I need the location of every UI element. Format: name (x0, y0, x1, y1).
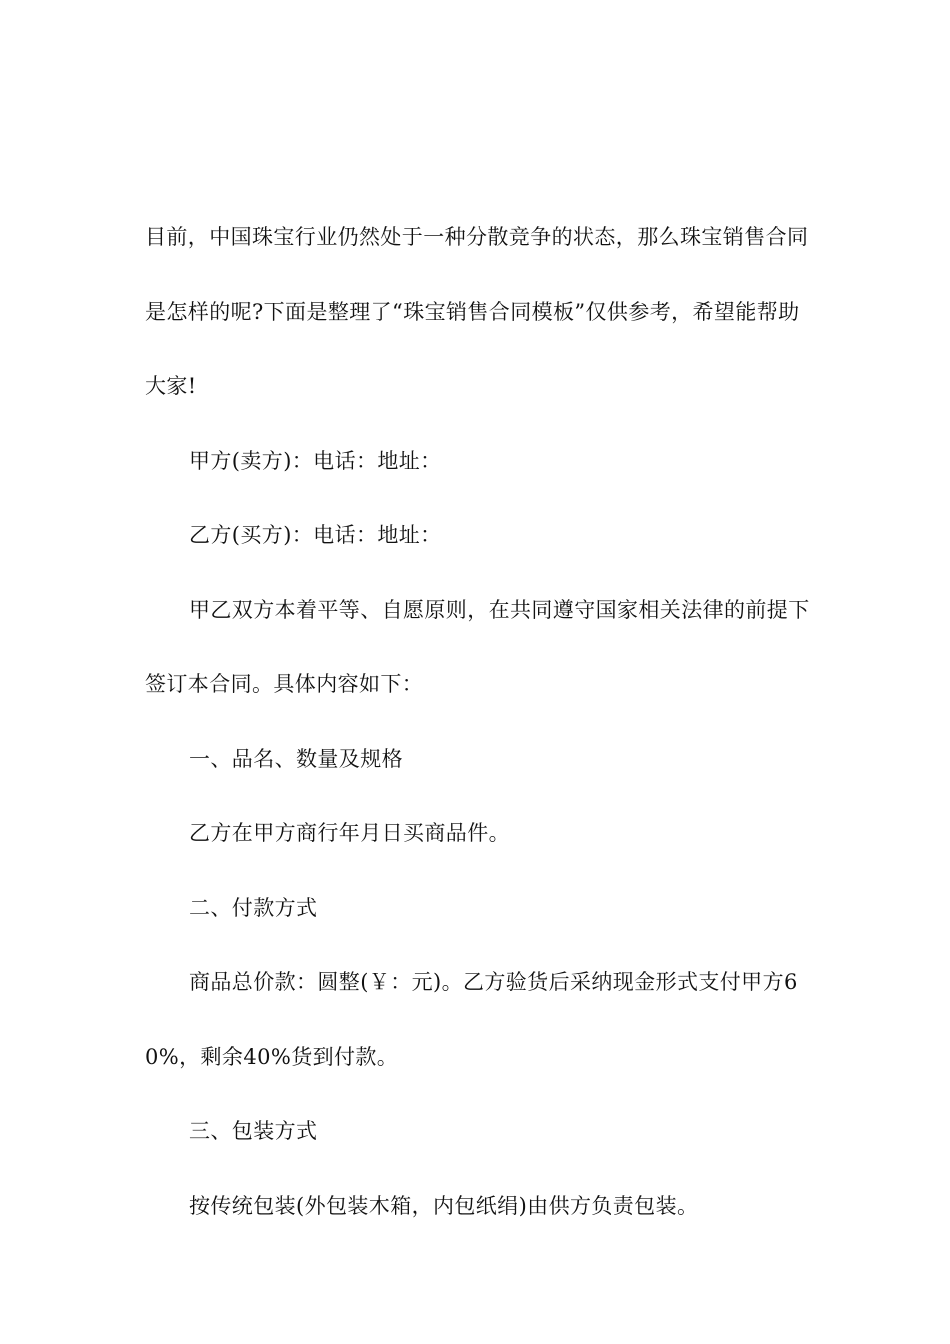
agreement-paragraph: 甲乙双方本着平等、自愿原则，在共同遵守国家相关法律的前提下签订本合同。具体内容如下： (145, 597, 810, 696)
document-body (145, 200, 810, 1243)
party-b-line: 乙方(买方)：电话：地址： (189, 523, 442, 547)
intro-paragraph: 目前，中国珠宝行业仍然处于一种分散竞争的状态，那么珠宝销售合同是怎样的呢?下面是整理了“珠宝销售合同模板”仅供参考，希望能帮助大家! (145, 225, 809, 398)
section-body-3: 按传统包装(外包装木箱，内包纸绢)由供方负责包装。 (189, 1193, 699, 1218)
section-heading-3: 三、包装方式 (189, 1119, 318, 1143)
section-body-2: 商品总价款：圆整(￥：元)。乙方验货后采纳现金形式支付甲方60%，剩余40%货到付款。 (145, 970, 798, 1069)
section-heading-2: 二、付款方式 (189, 895, 318, 920)
section-heading-1: 一、品名、数量及规格 (189, 746, 403, 771)
party-a-line: 甲方(卖方)：电话：地址： (189, 448, 442, 473)
section-body-1: 乙方在甲方商行年月日买商品件。 (189, 821, 510, 845)
